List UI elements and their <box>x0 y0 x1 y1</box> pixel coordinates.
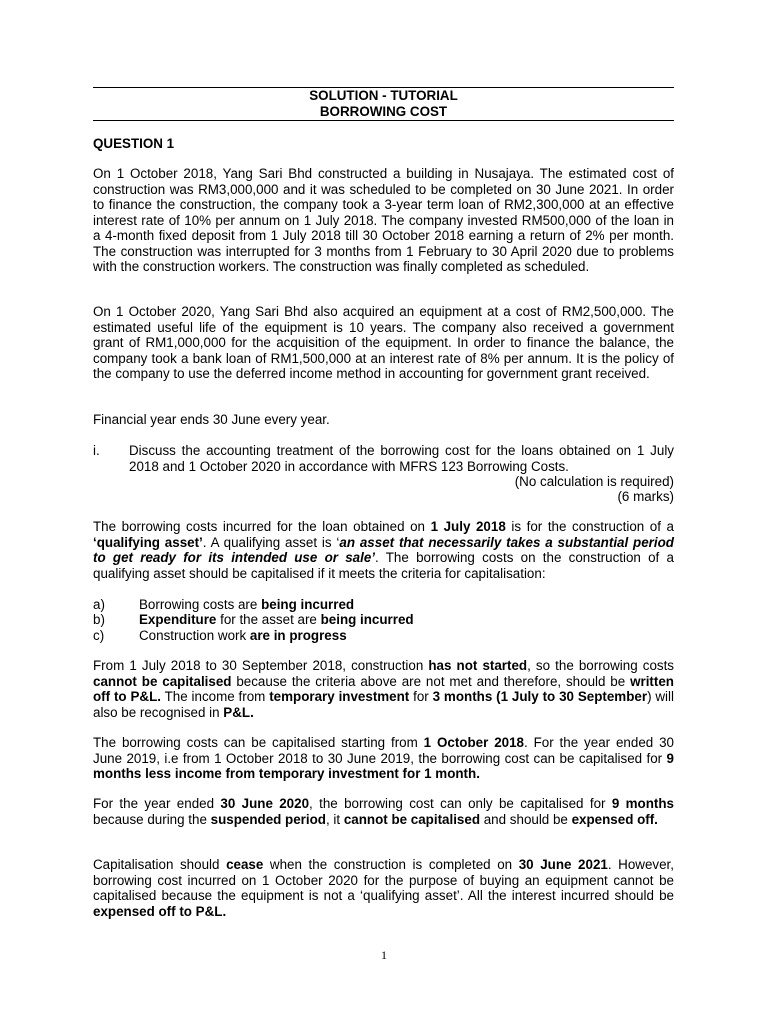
answer-paragraph-3: The borrowing costs can be capitalised starting from 1 October 2018. For the year ended 30 June 2019, i.e from 1 October 2018 to 30 June 2019, the borrowing cost can be capitalised for 9 months less income from temporary investment for 1 month. <box>93 735 674 781</box>
criteria-item: a) Borrowing costs are being incurred <box>93 597 355 612</box>
intro-paragraph-2: On 1 October 2020, Yang Sari Bhd also acquired an equipment at a cost of RM2,500,000. The estimated useful life of the equipment is 10 years. The company also received a government grant of RM1,000,000 for the acquisition of the equipment. In order to finance the balance, the company took a bank loan of RM1,500,000 at an interest rate of 8% per annum. It is the policy of the company to use the deferred income method in accounting for government grant received. <box>93 304 674 381</box>
question-part-number: i. <box>93 443 100 458</box>
answer-paragraph-1: The borrowing costs incurred for the loan obtained on 1 July 2018 is for the construction of a ‘qualifying asset’. A qualifying asset is ‘an asset that necessarily takes a substantial period to get ready for its intended use or sale’. The borrowing costs on the construction of a qualifying asset should be capitalised if it meets the criteria for capitalisation: <box>93 519 674 581</box>
answer-paragraph-4: For the year ended 30 June 2020, the borrowing cost can only be capitalised for 9 months because during the suspended period, it cannot be capitalised and should be expensed off. <box>93 796 674 827</box>
criteria-item: b) Expenditure for the asset are being incurred <box>93 612 414 627</box>
intro-paragraph-1: On 1 October 2018, Yang Sari Bhd constructed a building in Nusajaya. The estimated cost of construction was RM3,000,000 and it was scheduled to be completed on 30 June 2021. In order to finance the construction, the company took a 3-year term loan of RM2,300,000 at an effective interest rate of 10% per annum on 1 July 2018. The company invested RM500,000 of the loan in a 4-month fixed deposit from 1 July 2018 till 30 October 2018 earning a return of 2% per month. The construction was interrupted for 3 months from 1 February to 30 April 2020 due to problems with the construction workers. The construction was finally completed as scheduled. <box>93 166 674 274</box>
intro-paragraph-3: Financial year ends 30 June every year. <box>93 412 330 427</box>
question-part-text: Discuss the accounting treatment of the borrowing cost for the loans obtained on 1 July 2018 and 1 October 2020 in accordance with MFRS 123 Borrowing Costs. <box>129 443 674 474</box>
question-part-marks: (6 marks) <box>617 489 674 504</box>
document-subtitle: BORROWING COST <box>319 104 448 119</box>
question-heading: QUESTION 1 <box>93 136 175 151</box>
question-part-note: (No calculation is required) <box>514 474 674 489</box>
document-title: SOLUTION - TUTORIAL <box>309 88 458 103</box>
criteria-item: c) Construction work are in progress <box>93 628 347 643</box>
answer-paragraph-5: Capitalisation should cease when the construction is completed on 30 June 2021. However, borrowing cost incurred on 1 October 2020 for the purpose of buying an equipment cannot be capitalised because the equipment is not a ‘qualifying asset’. All the interest incurred should be expensed off to P&L. <box>93 857 674 919</box>
answer-paragraph-2: From 1 July 2018 to 30 September 2018, construction has not started, so the borrowing costs cannot be capitalised because the criteria above are not met and therefore, should be written off to P&L. The income from temporary investment for 3 months (1 July to 30 September) will also be recognised in P&L. <box>93 658 675 720</box>
header-bottom-rule <box>93 120 674 121</box>
page-number: 1 <box>381 948 387 962</box>
